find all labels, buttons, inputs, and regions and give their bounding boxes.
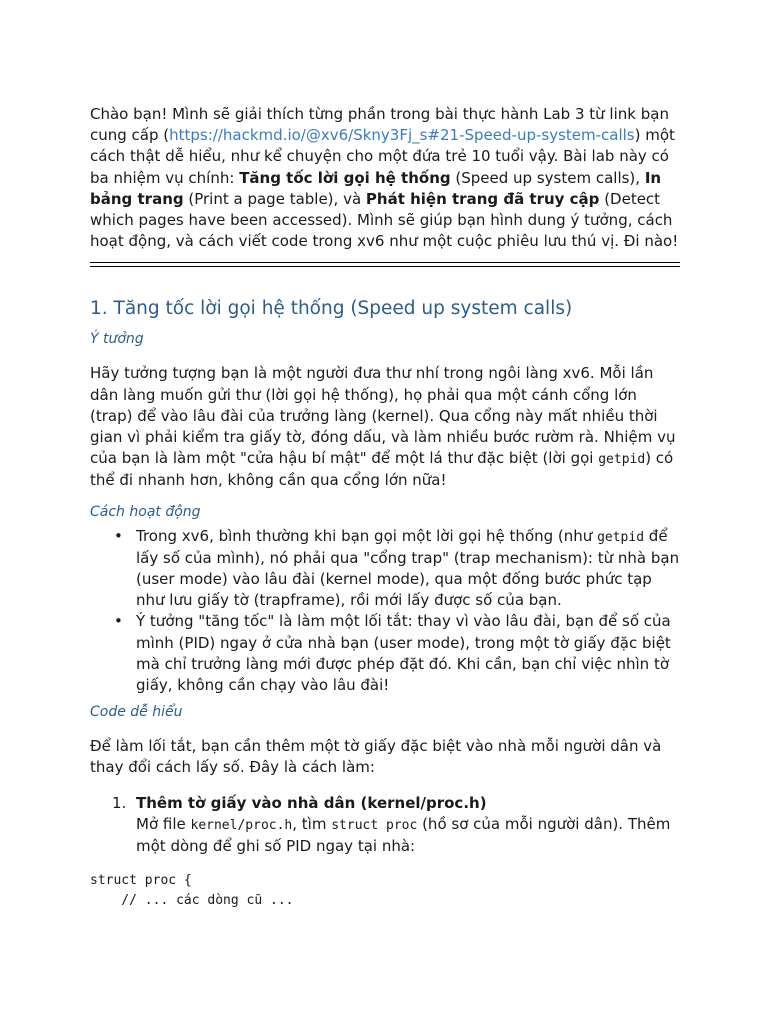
- inline-code: kernel/proc.h: [190, 817, 293, 833]
- code-line: struct proc {: [90, 873, 192, 889]
- task-print-page-table: In bảng trang: [90, 168, 662, 208]
- list-item-text: Ý tưởng "tăng tốc" là làm một lối tắt: thay vì vào lâu đài, bạn để số của mình (PID) ngay ở cửa nhà bạn (user mode), trong một tờ giấy đặc biệt mà chỉ trưởng làng mới được phép đặt đó. Khi cần, bạn chỉ việc nhìn tờ giấy, không cần chạy vào lâu đài!: [136, 612, 671, 695]
- list-item: [112, 793, 680, 858]
- intro-text: ) một cách thật dễ hiểu, như kể chuyện cho một đứa trẻ 10 tuổi vậy. Bài lab này có ba nhiệm vụ chính:: [90, 126, 675, 187]
- inline-code: struct proc: [331, 817, 418, 833]
- section-heading: 1. Tăng tốc lời gọi hệ thống (Speed up system calls): [90, 298, 573, 320]
- inline-code: getpid: [597, 529, 645, 545]
- code-line: // ... các dòng cũ ...: [90, 892, 294, 908]
- code-heading: Code dễ hiểu: [90, 704, 183, 721]
- step-text: , tìm: [292, 814, 332, 833]
- list-item-text: để lấy số của mình), nó phải qua "cổng trap" (trap mechanism): từ nhà bạn (user mode) vào lâu đài (kernel mode), qua một đống bước phức tạp như lưu giấy tờ (trapframe), rồi mới lấy được số của bạn.: [136, 526, 680, 610]
- task-speed-up: Tăng tốc lời gọi hệ thống: [239, 168, 451, 187]
- intro-text: Chào bạn! Mình sẽ giải thích từng phần trong bài thực hành Lab 3 từ link bạn cung cấp (: [90, 105, 669, 145]
- code-intro-paragraph: Để làm lối tắt, bạn cần thêm một tờ giấy đặc biệt vào nhà mỗi người dân và thay đổi cách lấy số. Đây là cách làm:: [90, 737, 662, 777]
- how-it-works-heading: Cách hoạt động: [90, 503, 201, 520]
- code-block: [90, 871, 680, 910]
- intro-paragraph: [90, 104, 680, 252]
- idea-text: ) có thể đi nhanh hơn, không cần qua cổng lớn nữa!: [90, 449, 674, 490]
- step-text: (hồ sơ của mỗi người dân). Thêm một dòng để ghi số PID ngay tại nhà:: [136, 814, 671, 856]
- horizontal-rule: [90, 262, 680, 267]
- list-item-text: Trong xv6, bình thường khi bạn gọi một lời gọi hệ thống (như: [136, 526, 598, 545]
- lab-link[interactable]: https://hackmd.io/@xv6/Skny3Fj_s#21-Speed-up-system-calls: [169, 126, 635, 145]
- document-content: [90, 104, 680, 910]
- step-text: Mở file: [136, 814, 191, 833]
- idea-heading: Ý tưởng: [90, 331, 144, 348]
- intro-text: (Detect which pages have been accessed). Mình sẽ giúp bạn hình dung ý tưởng, cách hoạt động, và cách viết code trong xv6 như một cuộc phiêu lưu thú vị. Đi nào!: [90, 189, 679, 251]
- idea-paragraph: [90, 363, 680, 491]
- idea-text: Hãy tưởng tượng bạn là một người đưa thư nhí trong ngôi làng xv6. Mỗi lần dân làng muốn gửi thư (lời gọi hệ thống), họ phải qua một cánh cổng lớn (trap) để vào lâu đài của trưởng làng (kernel). Qua cổng này mất nhiều thời gian vì phải kiểm tra giấy tờ, đóng dấu, và làm nhiều bước rườm rà. Nhiệm vụ của bạn là làm một "cửa hậu bí mật" để một lá thư đặc biệt (lời gọi: [90, 364, 676, 468]
- step-number: 1.: [112, 793, 127, 812]
- list-item: [136, 611, 680, 696]
- step-title: Thêm tờ giấy vào nhà dân (kernel/proc.h): [136, 793, 487, 812]
- task-detect-access: Phát hiện trang đã truy cập: [365, 189, 600, 208]
- how-it-works-list: [90, 526, 680, 697]
- steps-list: [90, 793, 680, 858]
- intro-text: (Print a page table), và: [183, 189, 366, 208]
- list-item: [136, 526, 680, 612]
- inline-code: getpid: [598, 452, 646, 468]
- intro-text: (Speed up system calls),: [450, 168, 645, 187]
